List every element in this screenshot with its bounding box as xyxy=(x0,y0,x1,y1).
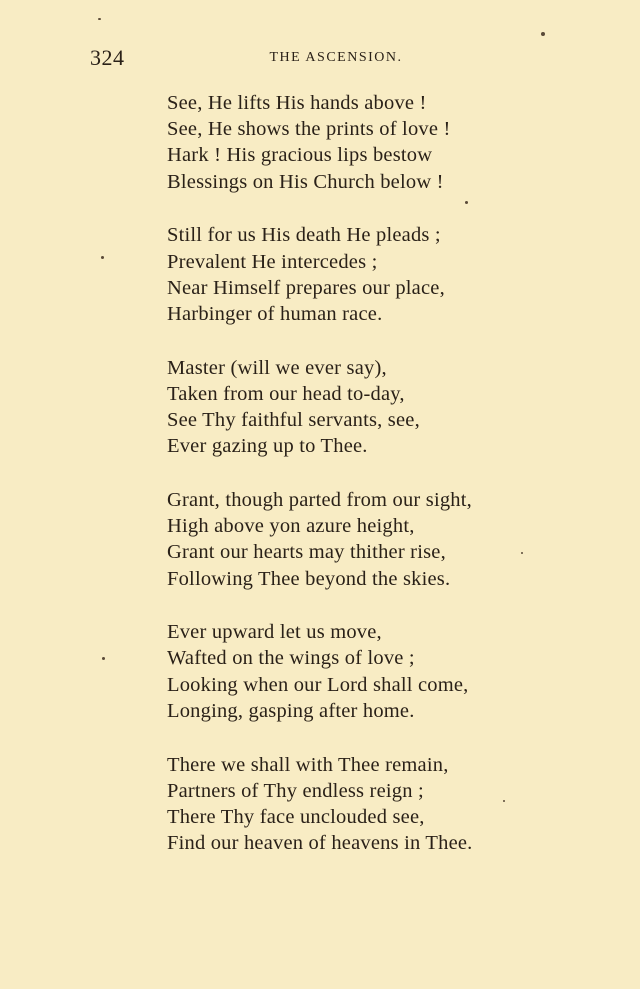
poem-line: Taken from our head to-day, xyxy=(167,382,405,405)
poem-line: Still for us His death He pleads ; xyxy=(167,224,441,247)
stanza xyxy=(167,90,607,195)
paper-speck xyxy=(541,32,545,36)
paper-speck xyxy=(102,657,105,660)
poem-line: Following Thee beyond the skies. xyxy=(167,567,451,590)
poem-line: Blessings on His Church below ! xyxy=(167,170,444,193)
poem-line: See Thy faithful servants, see, xyxy=(167,409,420,432)
poem-line: There Thy face unclouded see, xyxy=(167,805,425,828)
poem-line: Prevalent He intercedes ; xyxy=(167,250,378,273)
paper-speck xyxy=(101,256,104,259)
poem-line: Near Himself prepares our place, xyxy=(167,276,445,299)
poem-line: Grant our hearts may thither rise, xyxy=(167,541,446,564)
paper-speck xyxy=(521,552,523,554)
poem-line: Longing, gasping after home. xyxy=(167,699,415,722)
poem-line: High above yon azure height, xyxy=(167,515,415,538)
poem-line: Grant, though parted from our sight, xyxy=(167,488,472,511)
running-head: THE ASCENSION. xyxy=(269,50,403,65)
poem-line: Hark ! His gracious lips bestow xyxy=(167,144,433,167)
poem-line: Looking when our Lord shall come, xyxy=(167,673,469,696)
stanza xyxy=(167,619,607,724)
poem-line: Partners of Thy endless reign ; xyxy=(167,779,424,802)
poem-line: Ever upward let us move, xyxy=(167,621,382,644)
paper-speck xyxy=(465,201,468,204)
poem-line: Harbinger of human race. xyxy=(167,302,383,325)
paper-speck xyxy=(98,18,101,20)
poem-line: Find our heaven of heavens in Thee. xyxy=(167,832,473,855)
paper-speck xyxy=(503,800,505,802)
stanza xyxy=(167,222,607,327)
poem-line: See, He shows the prints of love ! xyxy=(167,118,451,141)
poem-line: There we shall with Thee remain, xyxy=(167,753,449,776)
page-number: 324 xyxy=(90,45,125,70)
poem-line: Wafted on the wings of love ; xyxy=(167,647,415,670)
poem-line: Master (will we ever say), xyxy=(167,356,387,379)
poem-line: See, He lifts His hands above ! xyxy=(167,92,427,114)
stanza xyxy=(167,355,607,460)
stanza xyxy=(167,487,607,592)
stanza xyxy=(167,752,607,857)
poem xyxy=(167,90,607,884)
poem-line: Ever gazing up to Thee. xyxy=(167,435,368,458)
